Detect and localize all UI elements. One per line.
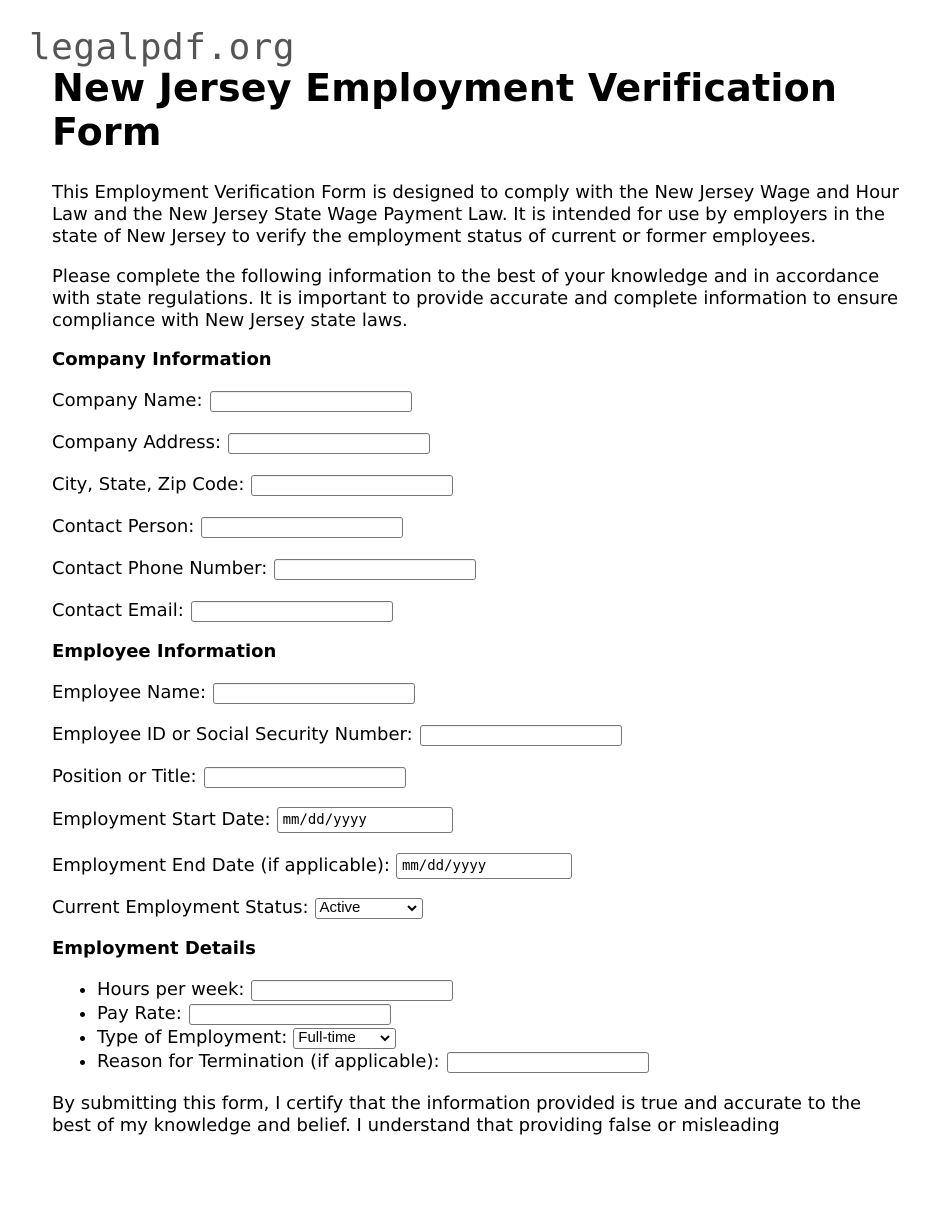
employee-name-row (52, 682, 902, 704)
termination-reason-label: Reason for Termination (if applicable): (97, 1051, 440, 1072)
end-date-label: Employment End Date (if applicable): (52, 855, 390, 876)
employment-type-select[interactable] (293, 1028, 396, 1049)
list-item (97, 1026, 902, 1050)
employment-status-row (52, 897, 902, 919)
contact-person-row (52, 516, 902, 538)
contact-email-input[interactable] (191, 601, 393, 622)
contact-phone-label: Contact Phone Number: (52, 558, 268, 579)
company-address-row (52, 432, 902, 454)
end-date-input[interactable]: mm/dd/yyyy (396, 853, 572, 879)
page-title: New Jersey Employment Verification Form (52, 66, 838, 154)
end-date-row (52, 853, 902, 879)
contact-phone-row (52, 558, 902, 580)
employment-type-value: Full-time (298, 1029, 356, 1046)
employment-status-label: Current Employment Status: (52, 897, 309, 918)
contact-email-row (52, 600, 902, 622)
contact-person-input[interactable] (201, 517, 403, 538)
pay-rate-input[interactable] (189, 1004, 391, 1025)
list-item (97, 1002, 902, 1026)
chevron-down-icon (379, 1032, 391, 1044)
intro-paragraph-1: This Employment Verification Form is designed to comply with the New Jersey Wage and Hour Law and the New Jersey State Wage Payment Law. It is intended for use by employers in the state of New Jersey to verify the employment status of current or former employees. (52, 182, 899, 247)
position-row (52, 766, 902, 788)
details-section-heading: Employment Details (52, 938, 256, 959)
watermark: legalpdf.org (29, 27, 296, 68)
chevron-down-icon (406, 902, 418, 914)
employee-name-input[interactable] (213, 683, 415, 704)
employment-type-label: Type of Employment: (97, 1027, 288, 1048)
position-input[interactable] (204, 767, 406, 788)
company-address-input[interactable] (228, 433, 430, 454)
details-list (52, 978, 902, 1074)
list-item (97, 1050, 902, 1074)
company-name-label: Company Name: (52, 390, 203, 411)
company-name-input[interactable] (210, 391, 412, 412)
employee-id-label: Employee ID or Social Security Number: (52, 724, 413, 745)
employment-status-select[interactable] (315, 898, 423, 919)
contact-person-label: Contact Person: (52, 516, 195, 537)
contact-email-label: Contact Email: (52, 600, 184, 621)
position-label: Position or Title: (52, 766, 197, 787)
company-address-label: Company Address: (52, 432, 222, 453)
city-state-zip-input[interactable] (251, 475, 453, 496)
contact-phone-input[interactable] (274, 559, 476, 580)
intro-paragraph-2: Please complete the following information to the best of your knowledge and in accordance with state regulations. It is important to provide accurate and complete information to ensure compliance with New Jersey state laws. (52, 266, 899, 331)
start-date-label: Employment Start Date: (52, 809, 271, 830)
city-state-zip-row (52, 474, 902, 496)
list-item (97, 978, 902, 1002)
city-state-zip-label: City, State, Zip Code: (52, 474, 245, 495)
employee-id-row (52, 724, 902, 746)
termination-reason-input[interactable] (447, 1052, 649, 1073)
certification-text: By submitting this form, I certify that the information provided is true and accurate to the best of my knowledge and belief. I understand that providing false or misleading (52, 1093, 862, 1136)
hours-label: Hours per week: (97, 979, 245, 1000)
employment-status-value: Active (319, 899, 361, 916)
form-content (52, 66, 902, 1155)
start-date-row (52, 807, 902, 833)
start-date-input[interactable]: mm/dd/yyyy (277, 807, 453, 833)
pay-rate-label: Pay Rate: (97, 1003, 182, 1024)
employee-section-heading: Employee Information (52, 641, 277, 662)
hours-input[interactable] (251, 980, 453, 1001)
employee-id-input[interactable] (420, 725, 622, 746)
company-name-row (52, 390, 902, 412)
company-section-heading: Company Information (52, 349, 272, 370)
employee-name-label: Employee Name: (52, 682, 207, 703)
